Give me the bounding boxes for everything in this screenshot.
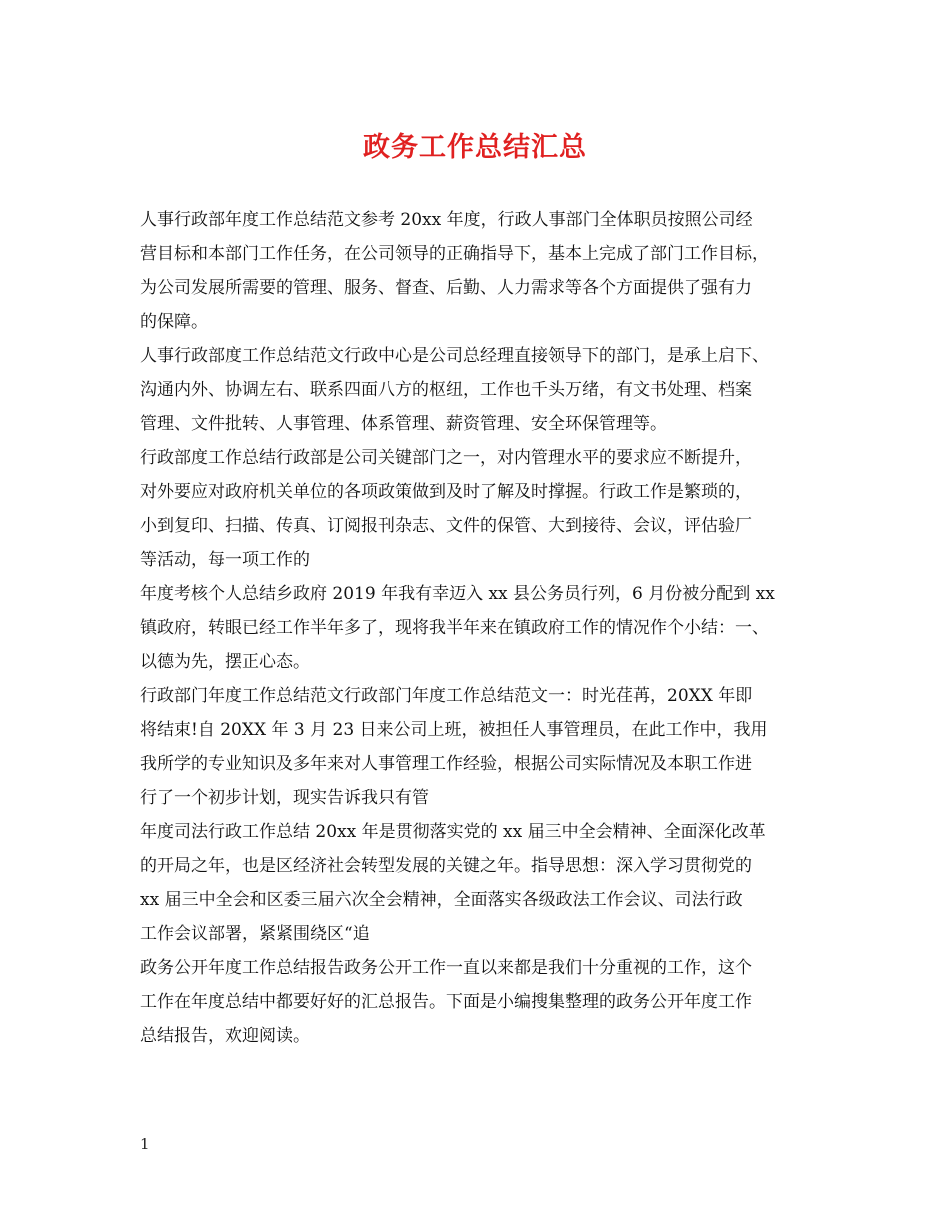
document-title: 政务工作总结汇总 [363,132,587,163]
paragraph-line: 年度司法行政工作总结 20xx 年是贯彻落实党的 xx 届三中全会精神、全面深化改革 [140,822,766,842]
paragraph-2 [140,339,830,441]
paragraph-line: 对外要应对政府机关单位的各项政策做到及时了解及时撑握。行政工作是繁琐的， [140,482,752,502]
document-body [140,203,830,1053]
paragraph-line: 人事行政部年度工作总结范文参考 20xx 年度，行政人事部门全体职员按照公司经 [140,210,753,230]
paragraph-line: 我所学的专业知识及多年来对人事管理工作经验，根据公司实际情况及本职工作进 [140,754,752,774]
paragraph-line: 营目标和本部门工作任务，在公司领导的正确指导下，基本上完成了部门工作目标， [140,244,769,264]
paragraph-line: 沟通内外、协调左右、联系四面八方的枢纽，工作也千头万绪，有文书处理、档案 [140,380,752,400]
paragraph-line: 为公司发展所需要的管理、服务、督查、后勤、人力需求等各个方面提供了强有力 [140,278,752,298]
paragraph-line: xx 届三中全会和区委三届六次全会精神，全面落实各级政法工作会议、司法行政 [140,890,743,910]
paragraph-line: 人事行政部度工作总结范文行政中心是公司总经理直接领导下的部门，是承上启下、 [140,346,769,366]
paragraph-7 [140,951,830,1053]
paragraph-line: 小到复印、扫描、传真、订阅报刊杂志、文件的保管、大到接待、会议，评估验厂 [140,516,752,536]
paragraph-line: 行了一个初步计划，现实告诉我只有管 [140,788,429,808]
paragraph-line: 行政部度工作总结行政部是公司关键部门之一，对内管理水平的要求应不断提升， [140,448,752,468]
paragraph-line: 行政部门年度工作总结范文行政部门年度工作总结范文一：时光荏苒，20XX 年即 [140,686,753,706]
paragraph-line: 管理、文件批转、人事管理、体系管理、薪资管理、安全环保管理等。 [140,414,667,434]
paragraph-line: 等活动，每一项工作的 [140,550,310,570]
paragraph-line: 工作在年度总结中都要好好的汇总报告。下面是小编搜集整理的政务公开年度工作 [140,992,752,1012]
paragraph-1 [140,203,830,339]
paragraph-line: 年度考核个人总结乡政府 2019 年我有幸迈入 xx 县公务员行列，6 月份被分配到 xx [140,584,775,604]
paragraph-line: 将结束!自 20XX 年 3 月 23 日来公司上班，被担任人事管理员，在此工作中，我用 [140,720,768,740]
paragraph-line: 的开局之年，也是区经济社会转型发展的关键之年。指导思想：深入学习贯彻党的 [140,856,752,876]
paragraph-line: 以德为先，摆正心态。 [140,652,310,672]
paragraph-line: 的保障。 [140,312,208,332]
paragraph-line: 工作会议部署，紧紧围绕区“追 [140,924,370,944]
paragraph-line: 政务公开年度工作总结报告政务公开工作一直以来都是我们十分重视的工作，这个 [140,958,752,978]
paragraph-line: 总结报告，欢迎阅读。 [140,1026,310,1046]
paragraph-4 [140,577,830,679]
paragraph-6 [140,815,830,951]
paragraph-3 [140,441,830,577]
paragraph-line: 镇政府，转眼已经工作半年多了，现将我半年来在镇政府工作的情况作个小结：一、 [140,618,769,638]
page-number: 1 [140,1135,150,1153]
paragraph-5 [140,679,830,815]
